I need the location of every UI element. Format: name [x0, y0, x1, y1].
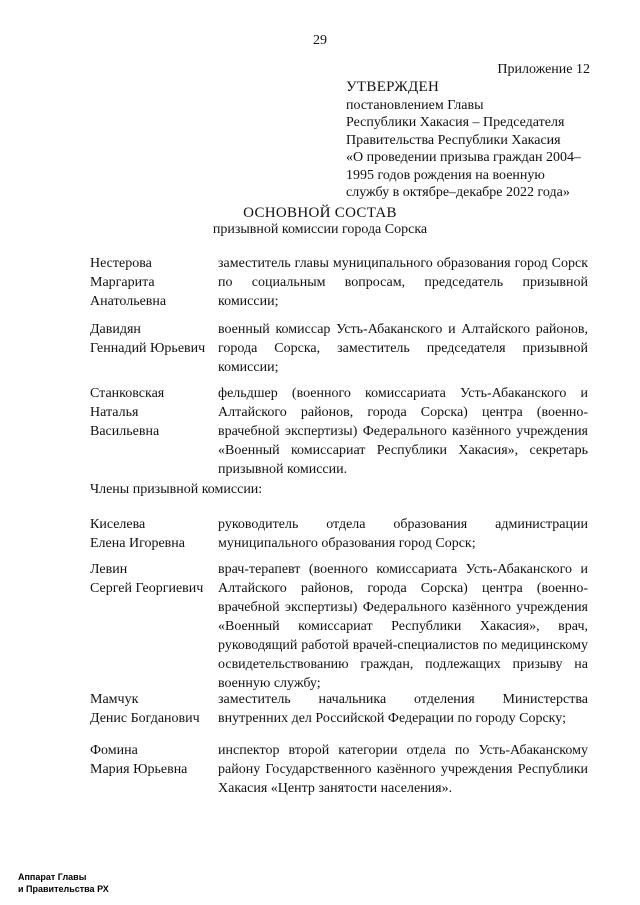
patronymic: Васильевна [90, 424, 160, 439]
person-name [90, 254, 215, 311]
person-role: фельдшер (военного комиссариата Усть-Абаканского и Алтайского районов, города Сорска) центра (военно-врачебной экспертизы) Федерального казённого учреждения «Военный комиссариат Республики Хакасия», секретарь призывной комиссии. [218, 386, 588, 477]
full-name-rest: Геннадий Юрьевич [90, 341, 206, 356]
patronymic: Анатольевна [90, 294, 167, 309]
stamp-line: Аппарат Главы [18, 872, 87, 882]
approval-title: УТВЕРЖДЕН [346, 79, 440, 95]
person-name [90, 741, 215, 779]
first-name: Наталья [90, 405, 139, 420]
person-role: военный комиссар Усть-Абаканского и Алтайского районов, города Сорска, заместитель председателя призывной комиссии; [218, 322, 588, 375]
full-name-rest: Елена Игоревна [90, 536, 185, 551]
person-name [90, 515, 215, 553]
first-name: Маргарита [90, 275, 155, 290]
document-subtitle: призывной комиссии города Сорска [212, 222, 428, 237]
person-role: врач-терапевт (военного комиссариата Усть-Абаканского и Алтайского районов, города Сорска) центра (военно-врачебной экспертизы) Федерального казённого учреждения «Военный комиссариат Республики Хакасия», врач, руководящий работой врачей-специалистов по медицинскому освидетельствованию граждан, подлежащих призыву на военную службу; [218, 562, 588, 691]
approval-line: Правительства Республики Хакасия [346, 132, 561, 148]
document-title: ОСНОВНОЙ СОСТАВ [243, 205, 397, 221]
person-role: заместитель главы муниципального образования город Сорск по социальным вопросам, председатель призывной комиссии; [218, 256, 588, 309]
members-heading: Члены призывной комиссии: [90, 482, 263, 497]
approval-line: Республики Хакасия – Председателя [346, 115, 565, 130]
page-number: 29 [313, 33, 327, 48]
person-role: заместитель начальника отделения Министерства внутренних дел Российской Федерации по городу Сорску; [218, 692, 588, 726]
full-name-rest: Денис Богданович [90, 711, 200, 726]
stamp-line: и Правительства РХ [18, 884, 109, 894]
person-name [90, 320, 215, 358]
approval-block [346, 79, 596, 202]
surname: Нестерова [90, 256, 152, 271]
approval-line: службу в октябре–декабре 2022 года» [346, 185, 570, 200]
person-name [90, 560, 215, 598]
surname: Киселева [90, 517, 146, 532]
surname: Фомина [90, 743, 138, 758]
full-name-rest: Сергей Георгиевич [90, 581, 204, 596]
approval-line: «О проведении призыва граждан 2004– [346, 150, 581, 165]
full-name-rest: Мария Юрьевна [90, 762, 188, 777]
surname: Мамчук [90, 692, 139, 707]
surname: Левин [90, 562, 128, 577]
office-stamp [18, 871, 109, 895]
surname: Станковская [90, 386, 165, 401]
person-name [90, 384, 215, 441]
approval-line: 1995 годов рождения на военную [346, 167, 545, 183]
appendix-label: Приложение 12 [497, 62, 590, 77]
approval-line: постановлением Главы [346, 97, 484, 113]
surname: Давидян [90, 322, 141, 337]
person-role: инспектор второй категории отдела по Усть-Абаканскому району Государственного казённого учреждения Республики Хакасия «Центр занятости населения». [218, 743, 588, 796]
person-name [90, 690, 215, 728]
person-role: руководитель отдела образования администрации муниципального образования город Сорск; [218, 517, 588, 551]
